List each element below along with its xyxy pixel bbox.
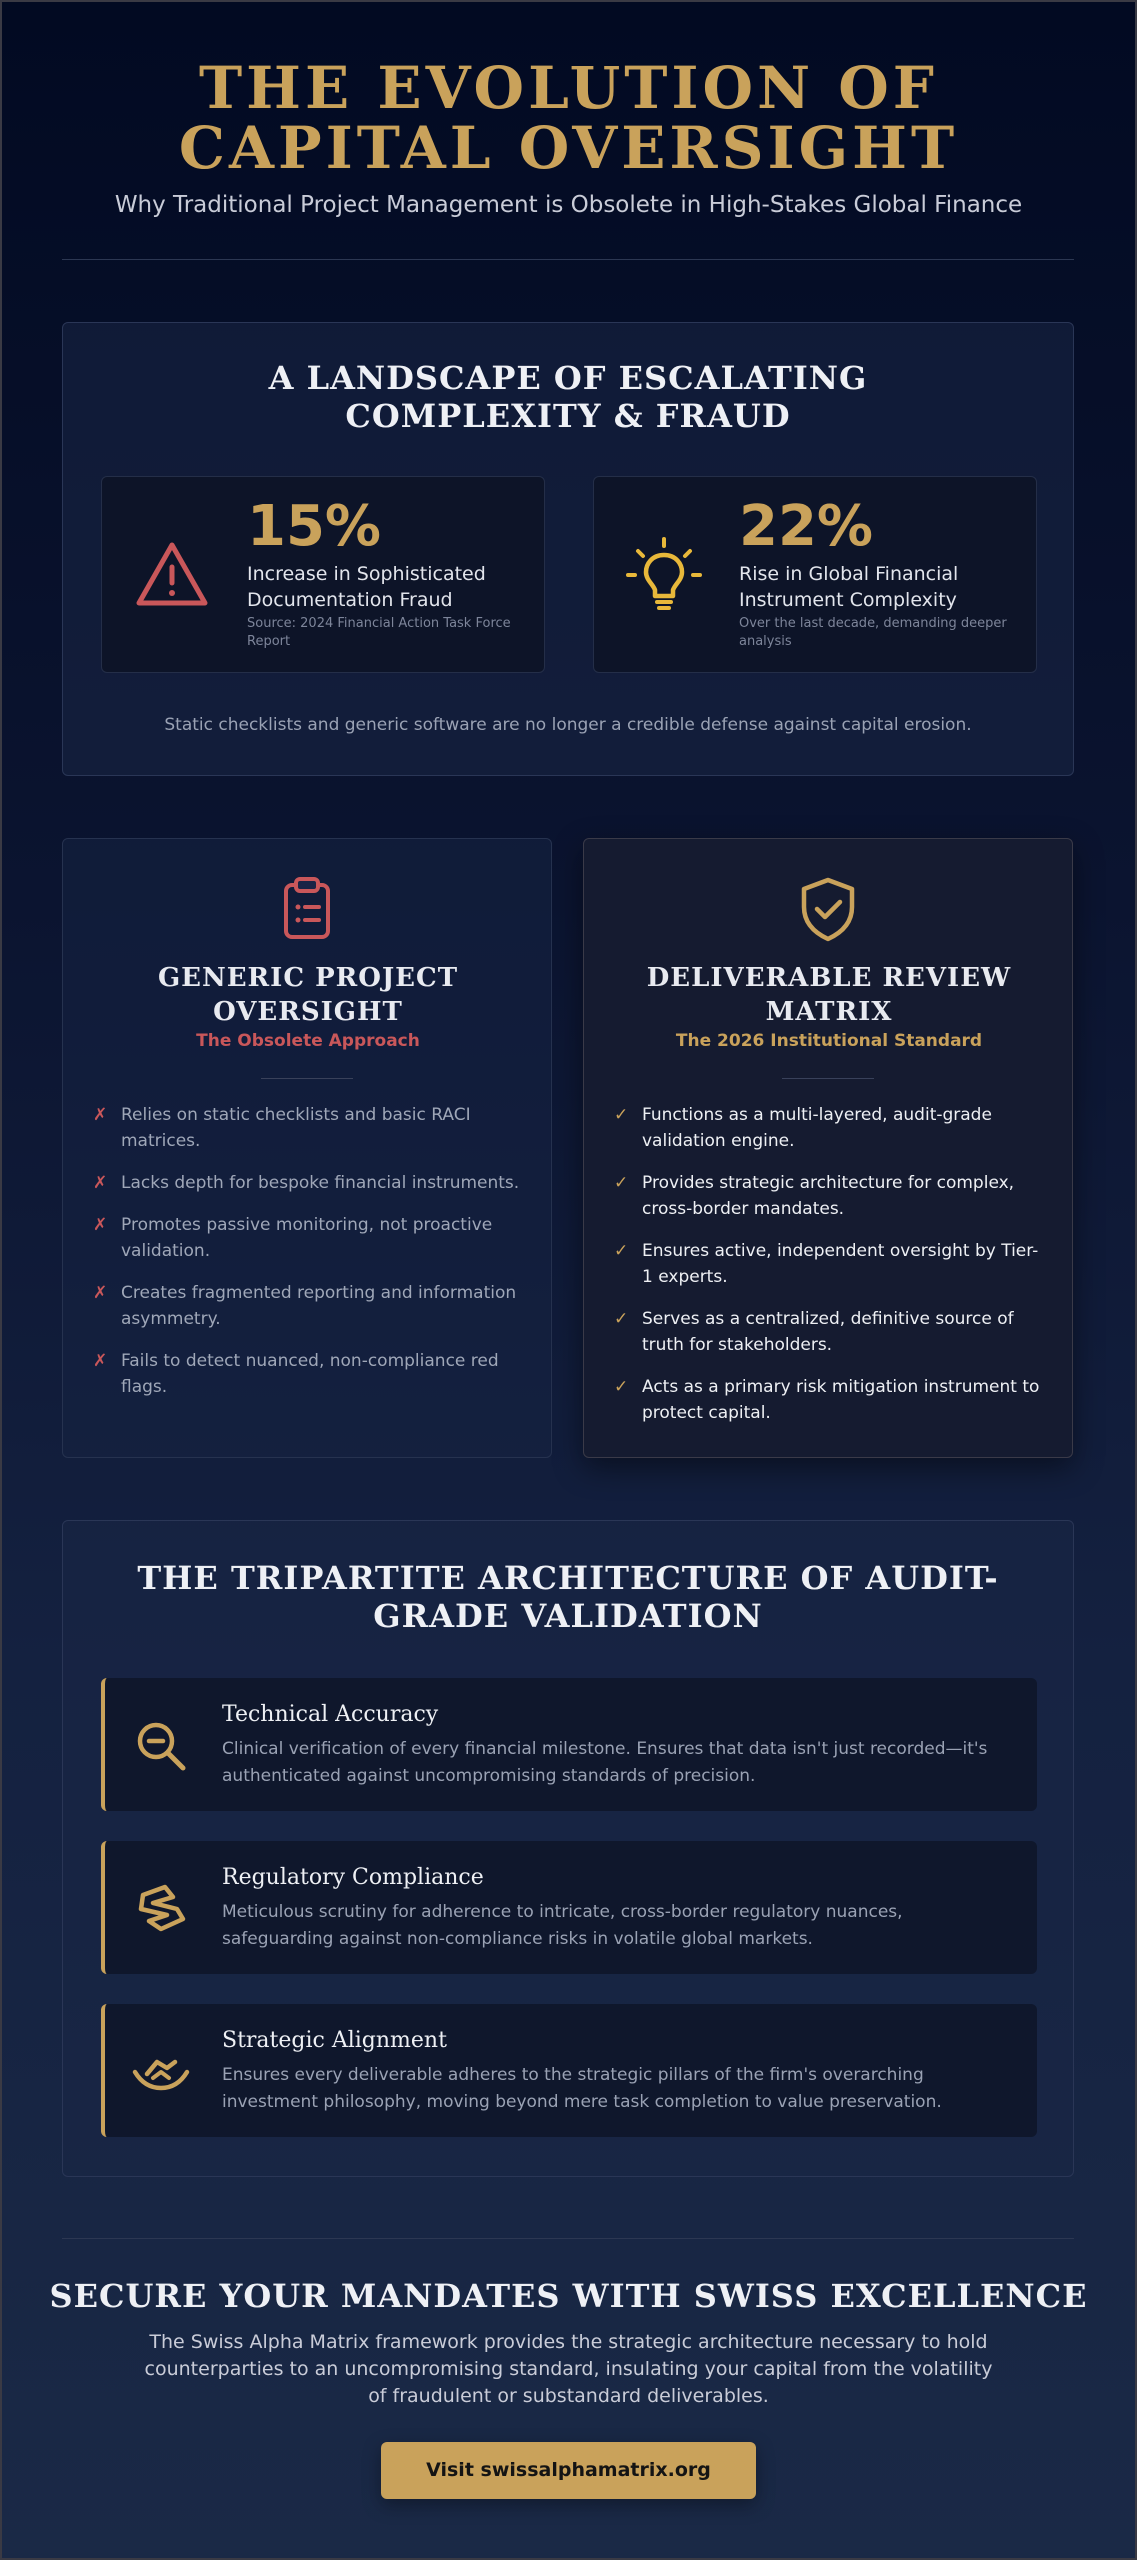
warning-triangle-icon — [132, 535, 212, 615]
check-icon: ✓ — [614, 1309, 629, 1329]
cross-icon: ✗ — [93, 1173, 108, 1193]
check-icon: ✓ — [614, 1173, 629, 1193]
stat-value: 15% — [247, 494, 382, 559]
list-item: ✓ Provides strategic architecture for complex, cross-border mandates. — [614, 1170, 1049, 1222]
matrix-list — [614, 1102, 1049, 1442]
landscape-title: A LANDSCAPE OF ESCALATING COMPLEXITY & FRAUD — [268, 359, 868, 435]
cta-title: SECURE YOUR MANDATES WITH SWISS EXCELLENCE — [49, 2277, 1088, 2315]
pillar-title: Strategic Alignment — [222, 2028, 447, 2053]
cross-icon: ✗ — [93, 1105, 108, 1125]
page-title: THE EVOLUTION OF CAPITAL OVERSIGHT — [178, 54, 959, 182]
check-icon: ✓ — [614, 1105, 629, 1125]
list-item: ✗ Lacks depth for bespoke financial instruments. — [93, 1170, 528, 1196]
card-divider — [782, 1078, 874, 1079]
list-item: ✓ Acts as a primary risk mitigation instrument to protect capital. — [614, 1374, 1049, 1426]
stat-value: 22% — [739, 494, 874, 559]
check-icon: ✓ — [614, 1241, 629, 1261]
landscape-footnote: Static checklists and generic software are no longer a credible defense against capital erosion. — [164, 715, 972, 735]
list-item: ✗ Relies on static checklists and basic RACI matrices. — [93, 1102, 528, 1154]
list-item: ✗ Promotes passive monitoring, not proactive validation. — [93, 1212, 528, 1264]
architecture-title: THE TRIPARTITE ARCHITECTURE OF AUDIT-GRADE VALIDATION — [137, 1559, 999, 1635]
review-matrix-card — [583, 838, 1073, 1458]
landscape-panel — [62, 322, 1074, 776]
stat-source: Over the last decade, demanding deeper analysis — [739, 616, 1007, 649]
generic-title: GENERIC PROJECT OVERSIGHT — [157, 963, 459, 1027]
lightbulb-icon — [624, 535, 704, 615]
list-item: ✗ Fails to detect nuanced, non-compliance red flags. — [93, 1348, 528, 1400]
pillar-strategic-alignment — [101, 2004, 1037, 2137]
matrix-title: DELIVERABLE REVIEW MATRIX — [646, 963, 1012, 1027]
stat-card-fraud — [101, 476, 545, 673]
list-item: ✗ Creates fragmented reporting and information asymmetry. — [93, 1280, 528, 1332]
header-divider — [62, 259, 1074, 260]
pillar-text: Clinical verification of every financial milestone. Ensures that data isn't just recorded—it's authenticated against uncompromising standards of precision. — [222, 1739, 988, 1786]
visit-website-button[interactable]: Visit swissalphamatrix.org — [381, 2442, 756, 2499]
pillar-title: Technical Accuracy — [222, 1702, 439, 1727]
list-item: ✓ Functions as a multi-layered, audit-grade validation engine. — [614, 1102, 1049, 1154]
cross-icon: ✗ — [93, 1351, 108, 1371]
cta-text: The Swiss Alpha Matrix framework provides the strategic architecture necessary to hold counterparties to an uncompromising standard, insulating your capital from the volatility of fraudulent or substandard deliverables. — [144, 2331, 993, 2407]
pillar-text: Ensures every deliverable adheres to the strategic pillars of the firm's overarching investment philosophy, moving beyond mere task completion to value preservation. — [222, 2065, 942, 2112]
generic-oversight-card — [62, 838, 552, 1458]
cross-icon: ✗ — [93, 1215, 108, 1235]
pillar-regulatory-compliance — [101, 1841, 1037, 1974]
stat-source: Source: 2024 Financial Action Task Force Report — [247, 616, 511, 649]
pillar-text: Meticulous scrutiny for adherence to intricate, cross-border regulatory nuances, safeguarding against non-compliance risks in volatile global markets. — [222, 1902, 903, 1949]
stat-label: Rise in Global Financial Instrument Complexity — [739, 563, 959, 611]
stat-card-complexity — [593, 476, 1037, 673]
page-subtitle: Why Traditional Project Management is Obsolete in High-Stakes Global Finance — [114, 192, 1023, 218]
list-item: ✓ Serves as a centralized, definitive source of truth for stakeholders. — [614, 1306, 1049, 1358]
card-divider — [261, 1078, 353, 1079]
pillar-technical-accuracy — [101, 1678, 1037, 1811]
list-item: ✓ Ensures active, independent oversight by Tier-1 experts. — [614, 1238, 1049, 1290]
cta-divider — [62, 2238, 1074, 2239]
shield-check-icon — [794, 875, 862, 943]
pillar-title: Regulatory Compliance — [222, 1865, 484, 1890]
architecture-panel — [62, 1520, 1074, 2177]
clipboard-icon — [273, 875, 341, 943]
cross-icon: ✗ — [93, 1283, 108, 1303]
generic-list — [93, 1102, 528, 1416]
check-icon: ✓ — [614, 1377, 629, 1397]
compliance-icon — [131, 1879, 191, 1939]
handshake-icon — [131, 2042, 191, 2102]
generic-subtitle: The Obsolete Approach — [196, 1031, 420, 1051]
magnifier-icon — [131, 1716, 191, 1776]
matrix-subtitle: The 2026 Institutional Standard — [675, 1031, 983, 1051]
stat-label: Increase in Sophisticated Documentation Fraud — [247, 563, 486, 611]
